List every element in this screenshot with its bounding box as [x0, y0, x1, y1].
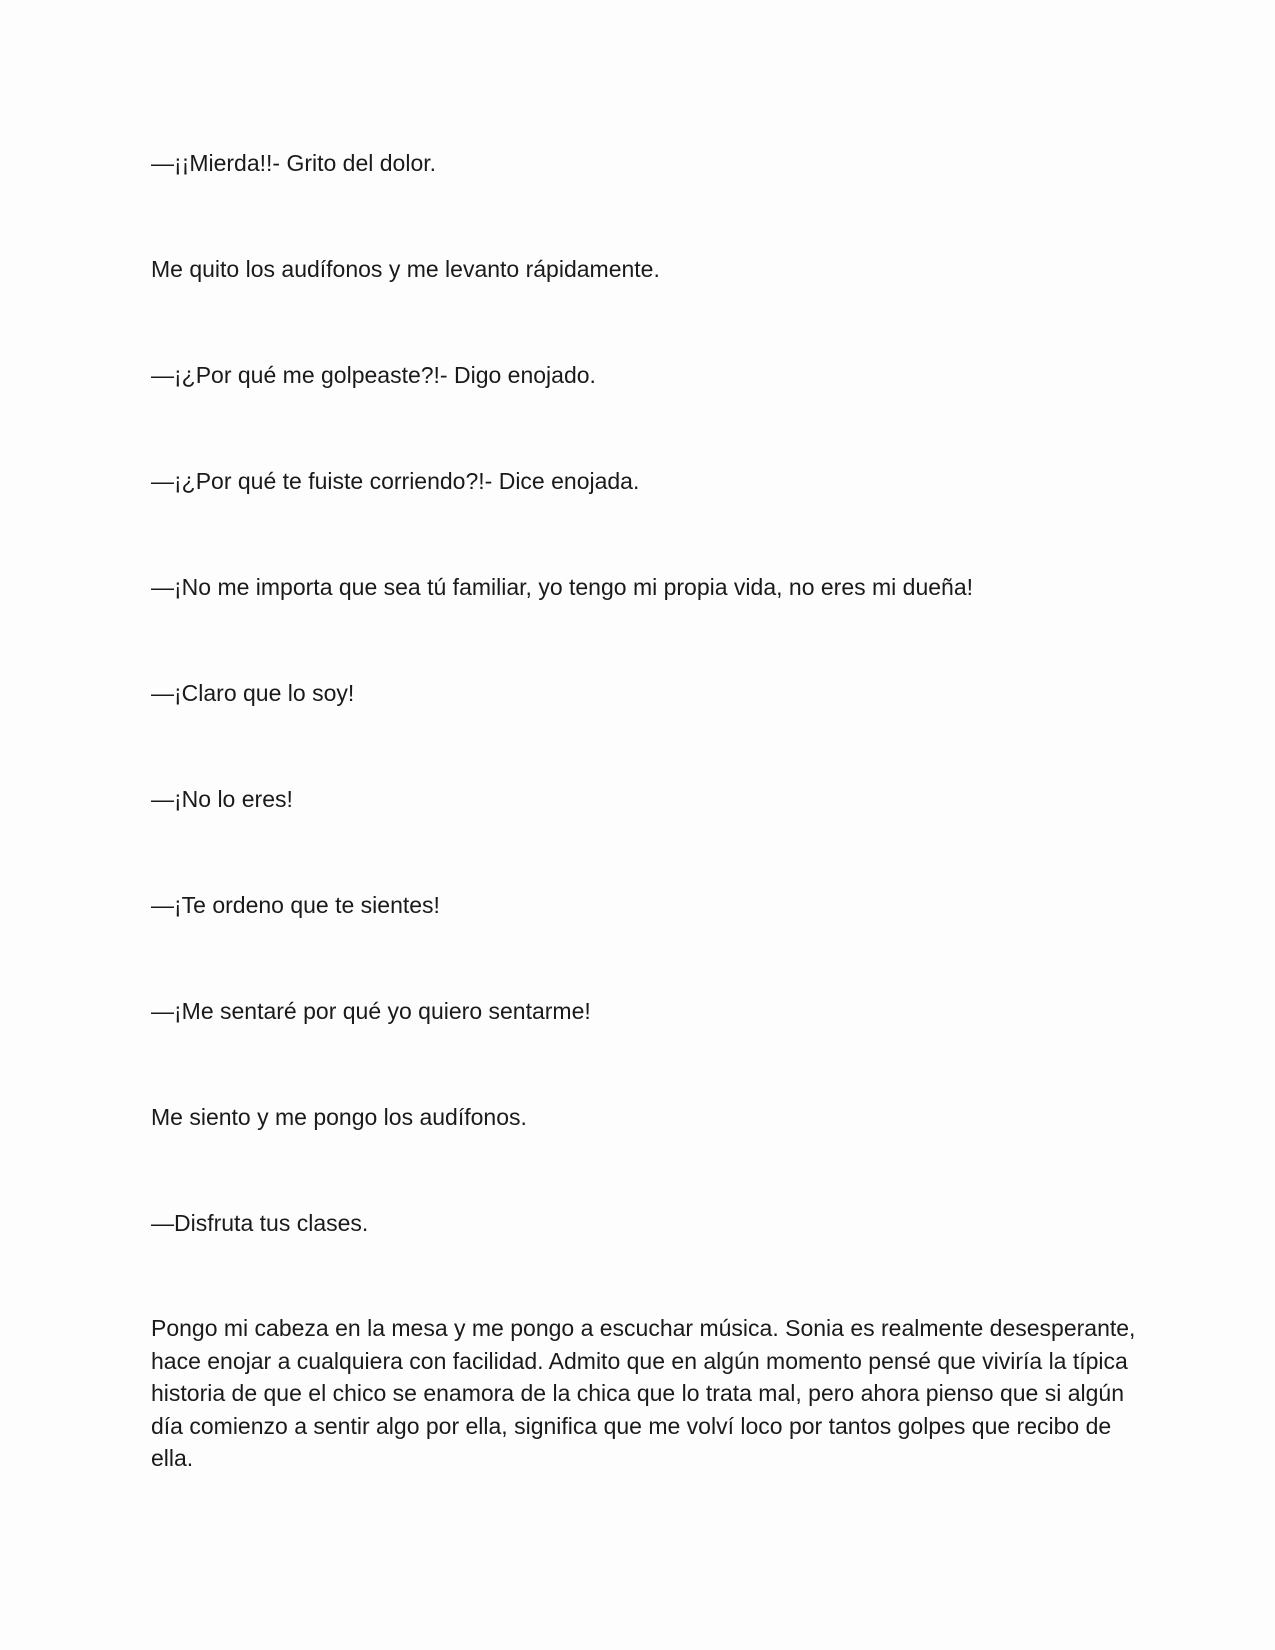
paragraph-line: ella. — [151, 1445, 194, 1471]
dialogue-line: —¡Me sentaré por qué yo quiero sentarme! — [151, 998, 591, 1024]
paragraph-line: Pongo mi cabeza en la mesa y me pongo a escuchar música. Sonia es realmente desesperante, — [151, 1315, 1136, 1341]
paragraph-line: día comienzo a sentir algo por ella, significa que me volví loco por tantos golpes que recibo de — [151, 1412, 1112, 1439]
paragraph-line: hace enojar a cualquiera con facilidad. Admito que en algún momento pensé que viviría la típica — [151, 1347, 1128, 1374]
paragraph-line: historia de que el chico se enamora de la chica que lo trata mal, pero ahora pienso que si algún — [151, 1380, 1124, 1406]
dialogue-line: —¡No me importa que sea tú familiar, yo tengo mi propia vida, no eres mi dueña! — [151, 574, 974, 600]
dialogue-line: —Disfruta tus clases. — [151, 1210, 369, 1236]
dialogue-line: —¡No lo eres! — [151, 786, 293, 812]
dialogue-line: —¡¿Por qué me golpeaste?!- Digo enojado. — [151, 362, 596, 388]
dialogue-line: —¡¿Por qué te fuiste corriendo?!- Dice enojada. — [151, 468, 640, 494]
dialogue-line: —¡Te ordeno que te sientes! — [151, 892, 440, 918]
narration-paragraph — [151, 1312, 1141, 1475]
dialogue-line: —¡¡Mierda!!- Grito del dolor. — [151, 150, 437, 176]
narration-line: Me siento y me pongo los audífonos. — [151, 1104, 527, 1130]
dialogue-line: —¡Claro que lo soy! — [151, 680, 355, 706]
narration-line: Me quito los audífonos y me levanto rápidamente. — [151, 256, 660, 282]
